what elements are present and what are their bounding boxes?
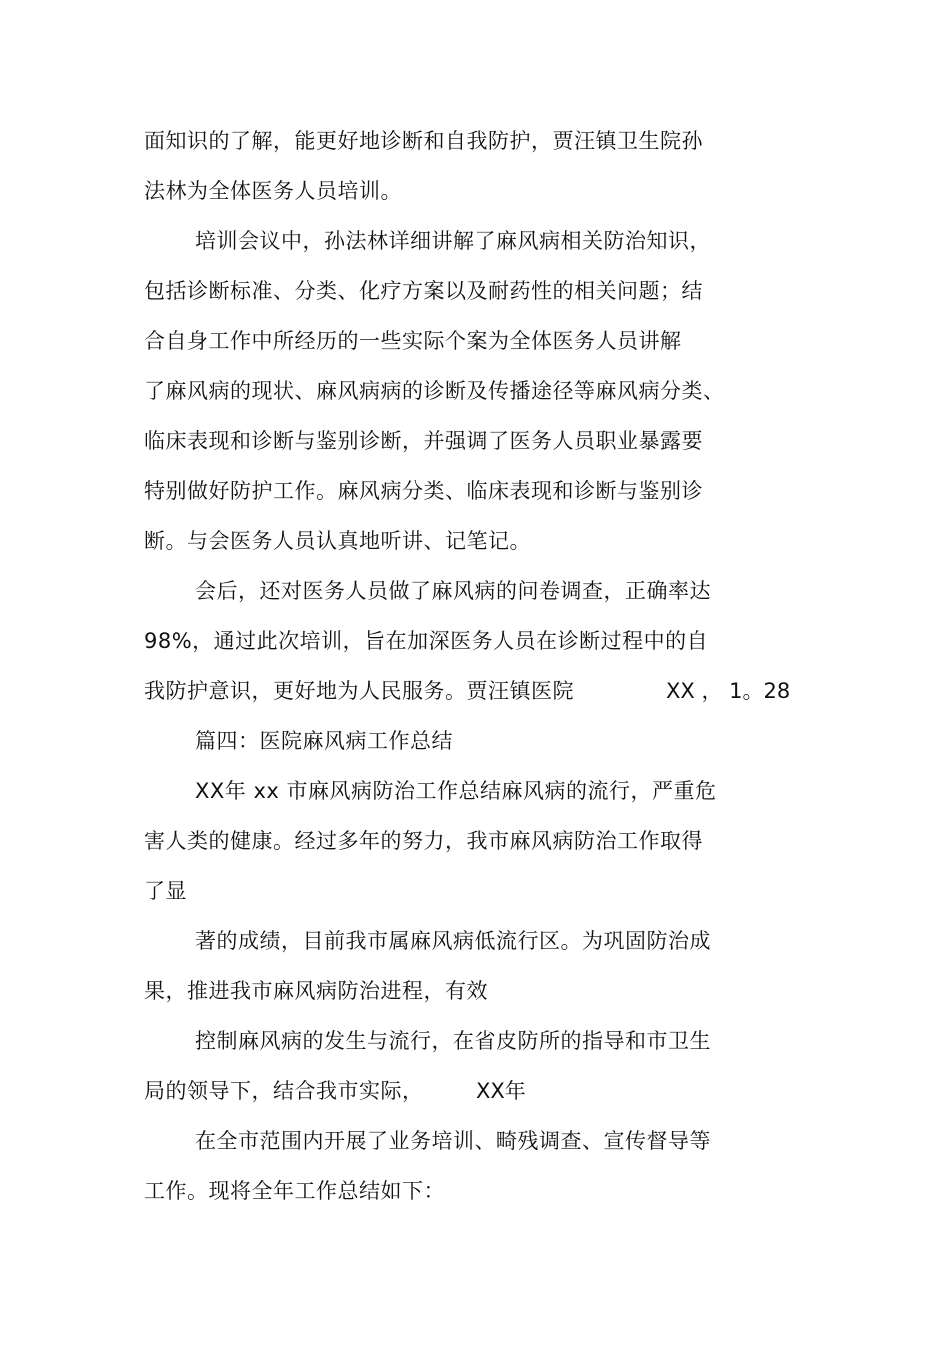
text-line-7: 临床表现和诊断与鉴别诊断，并强调了医务人员职业暴露要 xyxy=(144,429,703,453)
text-line-12: 我防护意识，更好地为人民服务。贾汪镇医院 xyxy=(144,679,574,703)
text-line-4: 包括诊断标准、分类、化疗方案以及耐药性的相关问题；结 xyxy=(144,279,703,303)
text-line-19: 控制麻风病的发生与流行，在省皮防所的指导和市卫生 xyxy=(195,1029,711,1053)
text-line-11: 98%，通过此次培训，旨在加深医务人员在诊断过程中的自 xyxy=(144,629,709,653)
section-heading: 篇四：医院麻风病工作总结 xyxy=(195,729,453,753)
text-line-9: 断。与会医务人员认真地听讲、记笔记。 xyxy=(144,529,531,553)
text-line-21: 在全市范围内开展了业务培训、畸残调查、宣传督导等 xyxy=(195,1129,711,1153)
text-line-15: 害人类的健康。经过多年的努力，我市麻风病防治工作取得 xyxy=(144,829,703,853)
text-line-1: 面知识的了解，能更好地诊断和自我防护，贾汪镇卫生院孙 xyxy=(144,129,703,153)
text-line-10: 会后，还对医务人员做了麻风病的问卷调查，正确率达 xyxy=(195,579,711,603)
text-line-3: 培训会议中，孙法林详细讲解了麻风病相关防治知识， xyxy=(195,229,711,253)
date-text: XX ， 1。28 xyxy=(666,679,791,703)
text-line-20: 局的领导下，结合我市实际， xyxy=(144,1079,424,1103)
text-line-2: 法林为全体医务人员培训。 xyxy=(144,179,402,203)
text-line-14: XX年 xx 市麻风病防治工作总结麻风病的流行，严重危 xyxy=(195,779,717,803)
text-line-17: 著的成绩，目前我市属麻风病低流行区。为巩固防治成 xyxy=(195,929,711,953)
year-text: XX年 xyxy=(476,1079,526,1103)
text-line-18: 果，推进我市麻风病防治进程，有效 xyxy=(144,979,488,1003)
text-line-5: 合自身工作中所经历的一些实际个案为全体医务人员讲解 xyxy=(144,329,682,353)
text-line-16: 了显 xyxy=(144,879,187,903)
text-line-22: 工作。现将全年工作总结如下： xyxy=(144,1179,445,1203)
text-line-8: 特别做好防护工作。麻风病分类、临床表现和诊断与鉴别诊 xyxy=(144,479,703,503)
text-line-6: 了麻风病的现状、麻风病病的诊断及传播途径等麻风病分类、 xyxy=(144,379,725,403)
